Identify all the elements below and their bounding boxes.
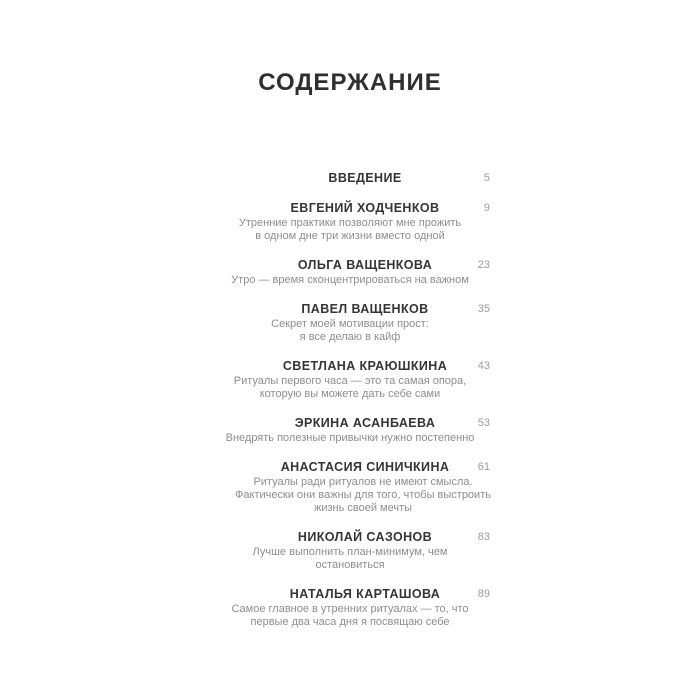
page-title: СОДЕРЖАНИЕ bbox=[258, 69, 442, 96]
toc-entry-heading-row bbox=[0, 257, 700, 273]
toc-entries bbox=[0, 170, 700, 629]
entry-name: НИКОЛАЙ САЗОНОВ bbox=[297, 530, 433, 544]
entry-page-number: 53 bbox=[477, 417, 490, 429]
toc-entry bbox=[0, 170, 700, 186]
toc-entry-heading-row bbox=[0, 358, 700, 374]
entry-subtitle-line: Утро — время сконцентрироваться на важном bbox=[231, 274, 469, 286]
toc-entry-heading-row bbox=[0, 301, 700, 317]
entry-subtitle-line: первые два часа дня я посвящаю себе bbox=[250, 616, 450, 628]
entry-name: ЕВГЕНИЙ ХОДЧЕНКОВ bbox=[290, 201, 440, 215]
toc-entry-heading-row bbox=[0, 586, 700, 602]
toc-entry-heading-row bbox=[0, 415, 700, 431]
toc-entry bbox=[0, 529, 700, 572]
entry-name: СВЕТЛАНА КРАЮШКИНА bbox=[282, 359, 448, 373]
entry-subtitle-line: Утренние практики позволяют мне прожить bbox=[238, 217, 462, 229]
toc-entry-heading-row bbox=[0, 170, 700, 186]
entry-subtitle-line: я все делаю в кайф bbox=[299, 331, 401, 343]
entry-subtitle bbox=[0, 318, 700, 344]
entry-page-number: 43 bbox=[477, 360, 490, 372]
entry-page-number: 9 bbox=[483, 202, 490, 214]
entry-page-number: 35 bbox=[477, 303, 490, 315]
entry-subtitle-line: Ритуалы первого часа — это та самая опора, bbox=[233, 375, 467, 387]
entry-name: ОЛЬГА ВАЩЕНКОВА bbox=[297, 258, 433, 272]
entry-subtitle bbox=[0, 375, 700, 401]
entry-subtitle bbox=[13, 476, 700, 515]
toc-entry-heading-row bbox=[0, 459, 700, 475]
entry-name: НАТАЛЬЯ КАРТАШОВА bbox=[289, 587, 441, 601]
entry-subtitle bbox=[0, 274, 700, 287]
entry-page-number: 5 bbox=[483, 172, 490, 184]
entry-subtitle bbox=[0, 546, 700, 572]
entry-subtitle-line: Фактически они важны для того, чтобы выстроить bbox=[235, 489, 491, 501]
toc-entry bbox=[0, 459, 700, 515]
entry-name: ВВЕДЕНИЕ bbox=[328, 171, 402, 185]
entry-subtitle-line: Лучше выполнить план-минимум, чем bbox=[252, 546, 448, 558]
entry-name: ЭРКИНА АСАНБАЕВА bbox=[294, 416, 436, 430]
toc-entry-heading-row bbox=[0, 529, 700, 545]
entry-subtitle bbox=[0, 432, 700, 445]
toc-entry bbox=[0, 257, 700, 287]
toc-entry bbox=[0, 415, 700, 445]
toc-entry-heading-row bbox=[0, 200, 700, 216]
entry-name: АНАСТАСИЯ СИНИЧКИНА bbox=[280, 460, 450, 474]
entry-subtitle bbox=[0, 217, 700, 243]
entry-subtitle-line: которую вы можете дать себе сами bbox=[259, 388, 441, 400]
entry-name: ПАВЕЛ ВАЩЕНКОВ bbox=[301, 302, 429, 316]
entry-page-number: 89 bbox=[477, 588, 490, 600]
toc-entry bbox=[0, 358, 700, 401]
entry-subtitle bbox=[0, 603, 700, 629]
entry-subtitle-line: в одном дне три жизни вместо одной bbox=[255, 230, 445, 242]
entry-subtitle-line: остановиться bbox=[315, 559, 385, 571]
entry-subtitle-line: Секрет моей мотивации прост: bbox=[271, 318, 429, 330]
entry-subtitle-line: Ритуалы ради ритуалов не имеют смысла. bbox=[253, 476, 473, 488]
entry-page-number: 23 bbox=[477, 259, 490, 271]
entry-subtitle-line: жизнь своей мечты bbox=[313, 502, 413, 514]
entry-subtitle-line: Самое главное в утренних ритуалах — то, что bbox=[231, 603, 469, 615]
toc-entry bbox=[0, 301, 700, 344]
entry-page-number: 61 bbox=[477, 461, 490, 473]
entry-page-number: 83 bbox=[477, 531, 490, 543]
entry-subtitle-line: Внедрять полезные привычки нужно постепенно bbox=[225, 432, 475, 444]
toc-entry bbox=[0, 200, 700, 243]
toc-entry bbox=[0, 586, 700, 629]
